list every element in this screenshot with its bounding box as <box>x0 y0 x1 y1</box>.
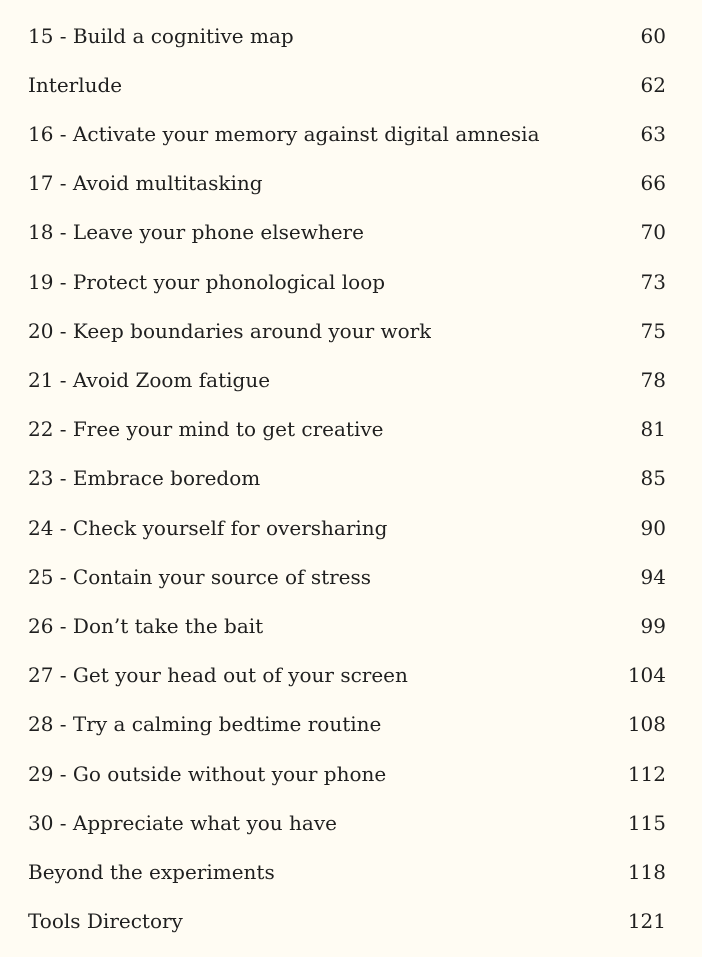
toc-entry-title: 30 - Appreciate what you have <box>28 811 337 835</box>
toc-entry[interactable] <box>28 857 666 887</box>
toc-entry-title: 27 - Get your head out of your screen <box>28 663 408 687</box>
toc-entry-page: 63 <box>640 122 666 146</box>
toc-entry[interactable] <box>28 414 666 444</box>
toc-entry[interactable] <box>28 808 666 838</box>
toc-entry[interactable] <box>28 168 666 198</box>
toc-entry-page: 70 <box>640 220 666 244</box>
toc-entry-title: 29 - Go outside without your phone <box>28 762 387 786</box>
toc-entry[interactable] <box>28 611 666 641</box>
toc-entry-page: 112 <box>627 762 666 786</box>
toc-entry-page: 94 <box>640 565 666 589</box>
toc-entry-title: 28 - Try a calming bedtime routine <box>28 712 382 736</box>
toc-entry-page: 121 <box>627 909 666 933</box>
toc-entry-page: 118 <box>627 860 666 884</box>
toc-entry[interactable] <box>28 316 666 346</box>
toc-entry-title: 17 - Avoid multitasking <box>28 171 263 195</box>
toc-entry-title: 22 - Free your mind to get creative <box>28 417 384 441</box>
toc-entry-page: 60 <box>640 24 666 48</box>
toc-entry[interactable] <box>28 119 666 149</box>
toc-entry-title: Interlude <box>28 73 123 97</box>
toc-entry-page: 78 <box>640 368 666 392</box>
toc-entry[interactable] <box>28 709 666 739</box>
toc-entry-title: 15 - Build a cognitive map <box>28 24 294 48</box>
toc-entry[interactable] <box>28 759 666 789</box>
toc-entry[interactable] <box>28 906 666 936</box>
toc-entry[interactable] <box>28 463 666 493</box>
toc-entry-page: 66 <box>640 171 666 195</box>
toc-entry-page: 90 <box>640 516 666 540</box>
toc-entry-page: 73 <box>640 270 666 294</box>
toc-entry-page: 62 <box>640 73 666 97</box>
toc-entry[interactable] <box>28 660 666 690</box>
toc-entry[interactable] <box>28 513 666 543</box>
toc-entry-page: 104 <box>627 663 666 687</box>
toc-entry-title: Tools Directory <box>28 909 183 933</box>
toc-entry-page: 85 <box>640 466 666 490</box>
toc-entry[interactable] <box>28 365 666 395</box>
toc-entry-title: 19 - Protect your phonological loop <box>28 270 386 294</box>
toc-entry[interactable] <box>28 21 666 51</box>
toc-entry-title: 24 - Check yourself for oversharing <box>28 516 388 540</box>
toc-entry[interactable] <box>28 70 666 100</box>
toc-entry-title: 18 - Leave your phone elsewhere <box>28 220 364 244</box>
toc-entry[interactable] <box>28 217 666 247</box>
toc-entry-title: 16 - Activate your memory against digital amnesia <box>28 122 540 146</box>
toc-entry-title: 21 - Avoid Zoom fatigue <box>28 368 271 392</box>
toc-entry-title: 26 - Don’t take the bait <box>28 614 264 638</box>
toc-entry-page: 75 <box>640 319 666 343</box>
toc-entry[interactable] <box>28 562 666 592</box>
toc-entry[interactable] <box>28 267 666 297</box>
toc-entry-title: 25 - Contain your source of stress <box>28 565 372 589</box>
toc-entry-page: 108 <box>627 712 666 736</box>
toc-entry-title: Beyond the experiments <box>28 860 275 884</box>
toc-entry-page: 99 <box>640 614 666 638</box>
toc-entry-title: 23 - Embrace boredom <box>28 466 261 490</box>
toc-entry-title: 20 - Keep boundaries around your work <box>28 319 432 343</box>
toc-entry-page: 81 <box>640 417 666 441</box>
toc-entry-page: 115 <box>627 811 666 835</box>
